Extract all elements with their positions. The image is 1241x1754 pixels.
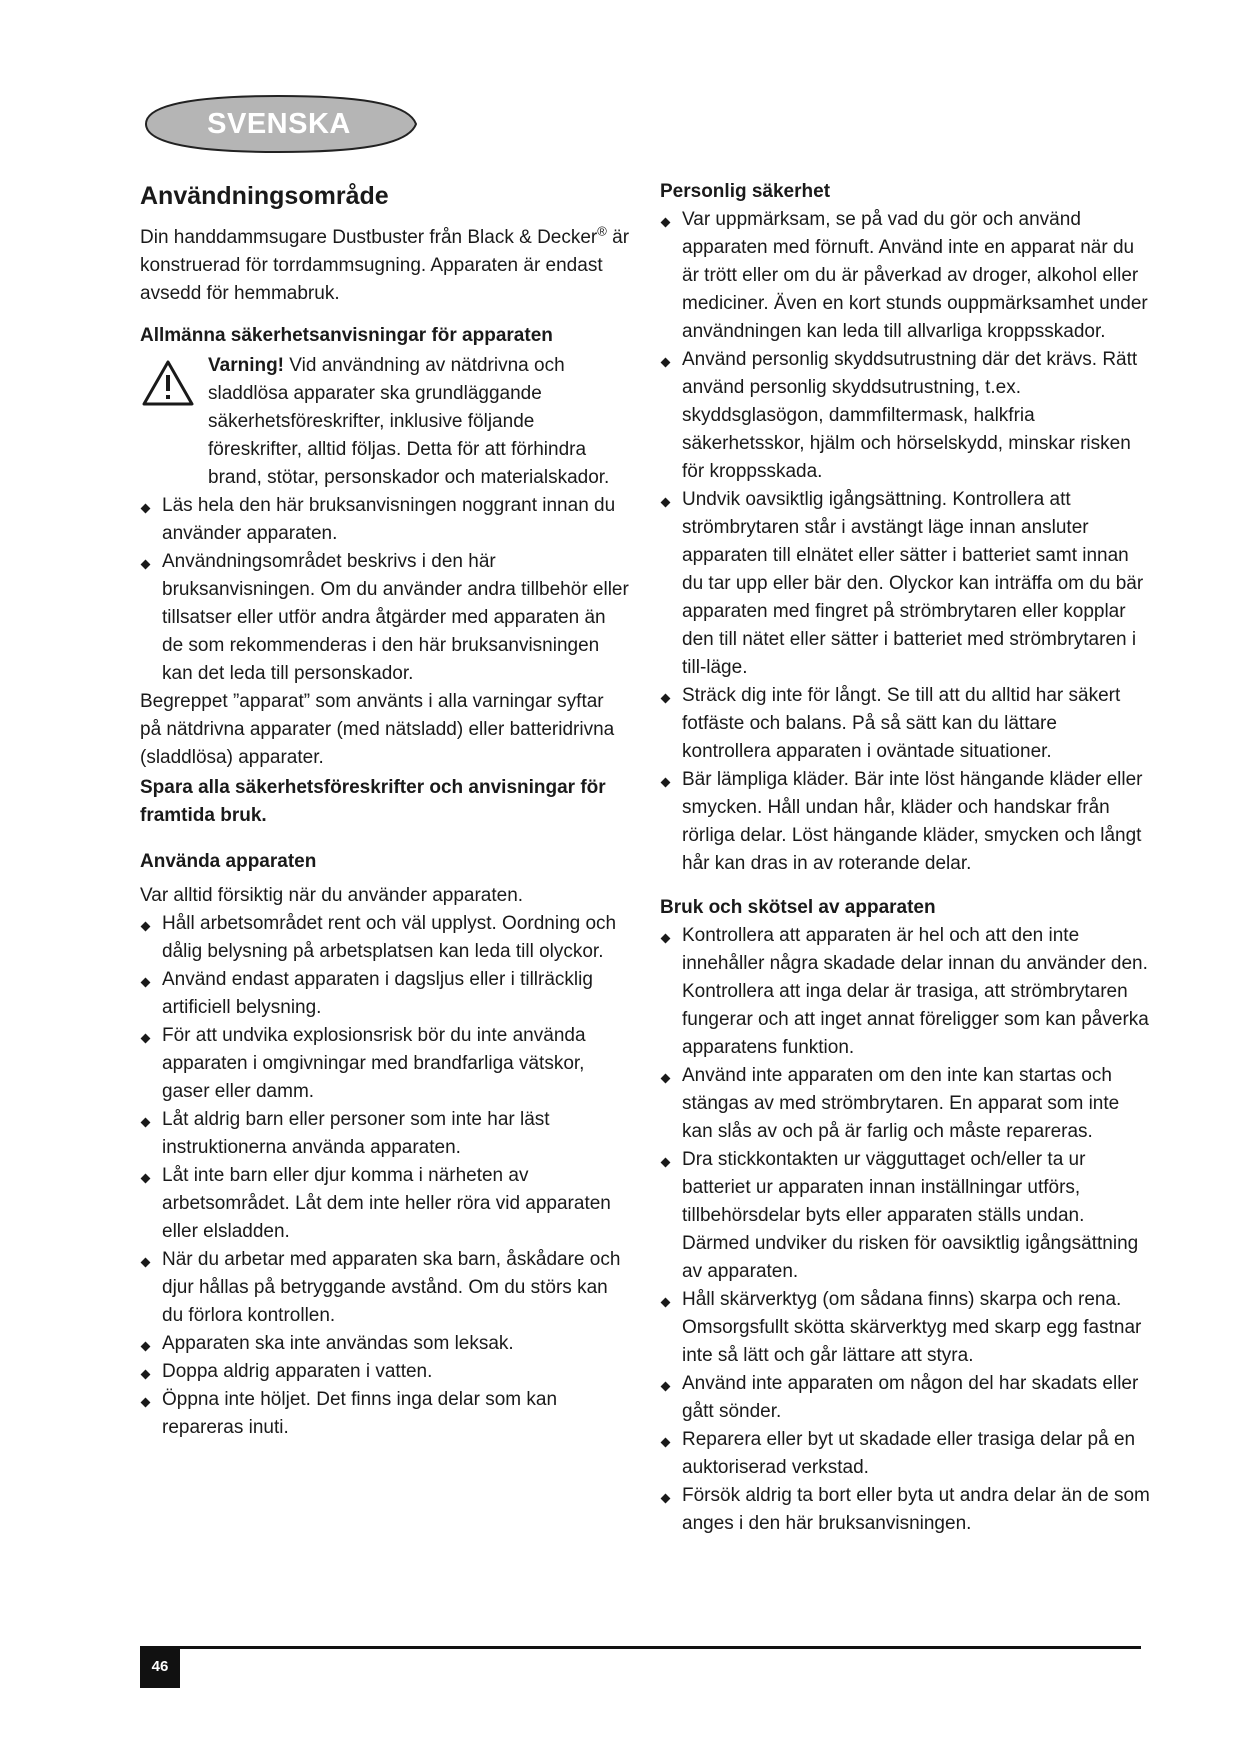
list-item: Kontrollera att apparaten är hel och att den inte innehåller några skadade delar innan du använder den. Kontrollera att inga delar är trasiga, att strömbrytaren fungerar och att inget annat föreligger som kan påverka apparatens funktion. [660, 922, 1150, 1062]
list-item: Låt aldrig barn eller personer som inte har läst instruktionerna använda apparaten. [140, 1106, 630, 1162]
list-item: Doppa aldrig apparaten i vatten. [140, 1358, 630, 1386]
bullet-icon [140, 1162, 154, 1190]
warning-label: Varning! [208, 355, 285, 376]
registered-mark: ® [597, 223, 607, 239]
list-item: Använd endast apparaten i dagsljus eller i tillräcklig artificiell belysning. [140, 966, 630, 1022]
bullet-icon [660, 1482, 674, 1510]
list-item: Öppna inte höljet. Det finns inga delar som kan repareras inuti. [140, 1386, 630, 1442]
list-item: Undvik oavsiktlig igångsättning. Kontrollera att strömbrytaren står i avstängt läge innan ansluter apparaten till elnätet eller sätter i batteriet samt innan du tar upp eller bär den. Olyckor kan inträffa om du bär apparaten med fingret på strömbrytaren eller kopplar den till nätet eller sätter i batteriet med strömbrytaren i till-läge. [660, 486, 1150, 682]
list-item: Apparaten ska inte användas som leksak. [140, 1330, 630, 1358]
care-list [660, 922, 1150, 1538]
list-item: Sträck dig inte för långt. Se till att du alltid har säkert fotfäste och balans. På så sätt kan du lättare kontrollera apparaten i oväntade situationer. [660, 682, 1150, 766]
bullet-icon [660, 766, 674, 794]
list-item: För att undvika explosionsrisk bör du inte använda apparaten i omgivningar med brandfarliga vätskor, gaser eller damm. [140, 1022, 630, 1106]
list-item: Bär lämpliga kläder. Bär inte löst hängande kläder eller smycken. Håll undan hår, kläder och handskar från rörliga delar. Löst hängande kläder, smycken och långt hår kan dras in av roterande delar. [660, 766, 1150, 878]
bullet-icon [660, 486, 674, 514]
bullet-icon [660, 1062, 674, 1090]
using-list [140, 910, 630, 1442]
list-item: Reparera eller byt ut skadade eller trasiga delar på en auktoriserad verkstad. [660, 1426, 1150, 1482]
intro-text-a: Din handdammsugare Dustbuster från Black & Decker [140, 227, 598, 248]
save-note: Spara alla säkerhetsföreskrifter och anvisningar för framtida bruk. [140, 777, 606, 826]
bullet-icon [140, 1330, 154, 1358]
heading-care: Bruk och skötsel av apparaten [660, 897, 936, 918]
list-item: Använd inte apparaten om någon del har skadats eller gått sönder. [660, 1370, 1150, 1426]
bullet-icon [140, 1106, 154, 1134]
personal-safety-list [660, 206, 1150, 878]
heading-personal-safety: Personlig säkerhet [660, 181, 831, 202]
warning-body: Vid användning av nätdrivna och sladdlösa apparater ska grundläggande säkerhetsföreskrifter, inklusive följande föreskrifter, alltid följas. Detta för att förhindra brand, stötar, personskador och materialskador. [208, 355, 610, 488]
list-item: Försök aldrig ta bort eller byta ut andra delar än de som anges i den här bruksanvisningen. [660, 1482, 1150, 1538]
warning-triangle-icon [140, 358, 196, 408]
bullet-icon [140, 910, 154, 938]
bullet-icon [140, 1358, 154, 1386]
list-item: Användningsområdet beskrivs i den här bruksanvisningen. Om du använder andra tillbehör eller tillsatser eller utför andra åtgärder med apparaten än de som rekommenderas i den här bruksanvisningen kan det leda till personskador. [140, 548, 630, 688]
bullet-icon [140, 1022, 154, 1050]
left-column [140, 178, 630, 1442]
bullet-icon [660, 922, 674, 950]
bullet-icon [140, 966, 154, 994]
language-label: SVENSKA [207, 108, 351, 140]
warning-text [208, 352, 630, 492]
intro-text-b: är konstruerad för torrdammsugning. Apparaten är endast avsedd för hemmabruk. [140, 227, 630, 304]
list-item: Dra stickkontakten ur vägguttaget och/eller ta ur batteriet ur apparaten innan inställningar utförs, tillbehörsdelar byts eller apparaten ställs undan. Därmed undviker du risken för oavsiktlig igångsättning av apparaten. [660, 1146, 1150, 1286]
bullet-icon [660, 1370, 674, 1398]
term-note: Begreppet ”apparat” som använts i alla varningar syftar på nätdrivna apparater (med nätsladd) eller batteridrivna (sladdlösa) apparater. [140, 691, 615, 768]
bullet-icon [660, 1286, 674, 1314]
bullet-icon [660, 206, 674, 234]
footer-rule [140, 1646, 1141, 1649]
heading-general-safety: Allmänna säkerhetsanvisningar för apparaten [140, 325, 553, 346]
bullet-icon [140, 1386, 154, 1414]
list-item: Var uppmärksam, se på vad du gör och använd apparaten med förnuft. Använd inte en apparat när du är trött eller om du är påverkad av droger, alkohol eller mediciner. Även en kort stunds ouppmärksamhet under användningen kan leda till allvarliga kroppsskador. [660, 206, 1150, 346]
list-item: Läs hela den här bruksanvisningen noggrant innan du använder apparaten. [140, 492, 630, 548]
language-badge [138, 94, 420, 154]
list-item: Använd personlig skyddsutrustning där det krävs. Rätt använd personlig skyddsutrustning, t.ex. skyddsglasögon, dammfiltermask, halkfria säkerhetsskor, hjälm och hörselskydd, minskar risken för kroppsskada. [660, 346, 1150, 486]
heading-using-apparatus: Använda apparaten [140, 851, 317, 872]
bullet-icon [140, 1246, 154, 1274]
intro-paragraph [140, 224, 630, 308]
bullet-icon [140, 492, 154, 520]
using-intro: Var alltid försiktig när du använder apparaten. [140, 885, 524, 906]
list-item: När du arbetar med apparaten ska barn, åskådare och djur hållas på betryggande avstånd. Om du störs kan du förlora kontrollen. [140, 1246, 630, 1330]
list-item: Använd inte apparaten om den inte kan startas och stängas av med strömbrytaren. En apparat som inte kan slås av och på är farlig och måste repareras. [660, 1062, 1150, 1146]
right-column [660, 178, 1150, 1538]
list-item: Håll arbetsområdet rent och väl upplyst. Oordning och dålig belysning på arbetsplatsen kan leda till olyckor. [140, 910, 630, 966]
bullet-icon [140, 548, 154, 576]
bullet-icon [660, 1146, 674, 1174]
bullet-icon [660, 346, 674, 374]
list-item: Håll skärverktyg (om sådana finns) skarpa och rena. Omsorgsfullt skötta skärverktyg med skarp egg fastnar inte så lätt och går lättare att styra. [660, 1286, 1150, 1370]
general-safety-list [140, 492, 630, 688]
list-item: Låt inte barn eller djur komma i närheten av arbetsområdet. Låt dem inte heller röra vid apparaten eller elsladden. [140, 1162, 630, 1246]
page-number: 46 [140, 1646, 180, 1688]
warning-block [140, 352, 630, 492]
bullet-icon [660, 682, 674, 710]
section-title-usage: Användningsområde [140, 182, 389, 210]
bullet-icon [660, 1426, 674, 1454]
